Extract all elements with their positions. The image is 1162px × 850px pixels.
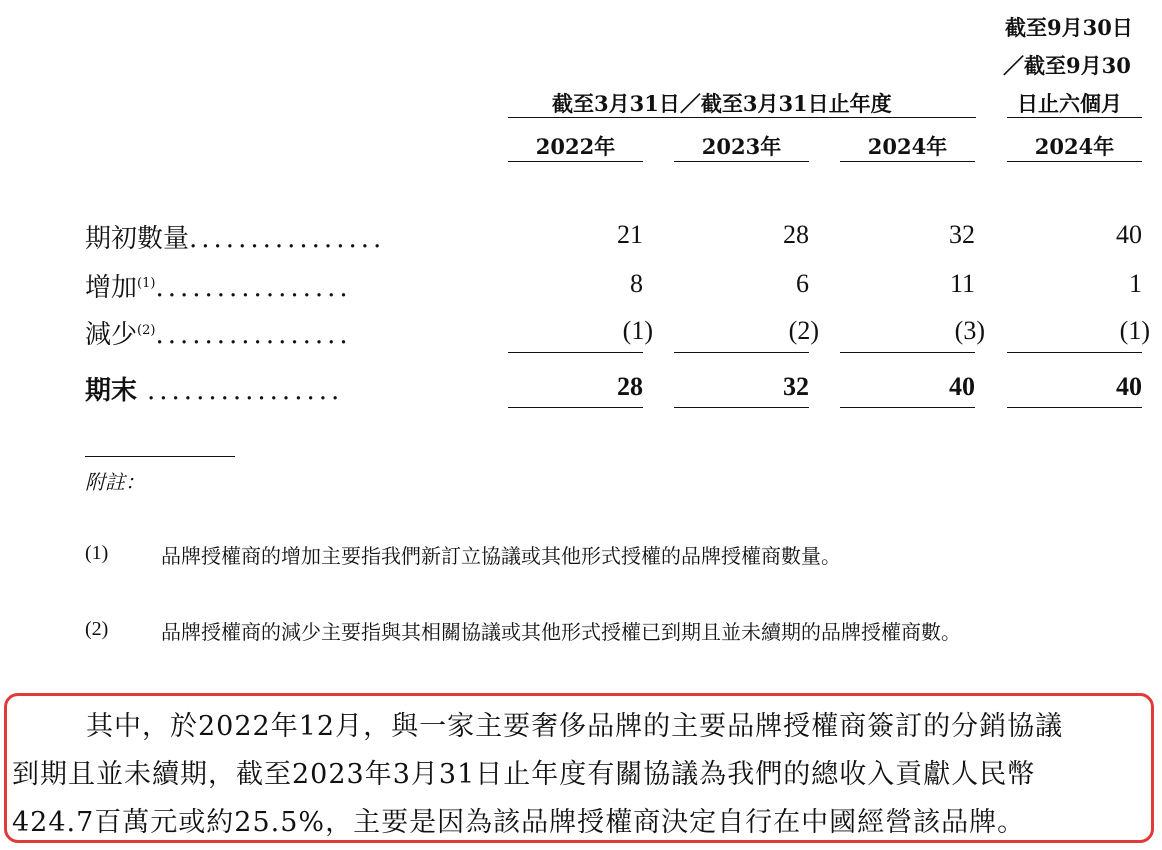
cell-closing-2024-sep: 40 bbox=[1116, 372, 1142, 401]
cell-reductions-2024-sep: (1) bbox=[1119, 316, 1150, 345]
year-header-col1: 2022年 bbox=[535, 134, 616, 159]
cell-reductions-2023: (2) bbox=[788, 316, 819, 345]
paragraph-line-1: 其中，於2022年12月，與一家主要奢侈品牌的主要品牌授權商簽訂的分銷協議 bbox=[86, 711, 1064, 742]
cell-opening-2024-sep: 40 bbox=[1116, 220, 1142, 249]
year-rule-col3 bbox=[840, 161, 975, 162]
note-item-2 bbox=[85, 618, 108, 641]
total-rule-col4 bbox=[1007, 407, 1142, 408]
cell-closing-2024: 40 bbox=[949, 372, 975, 401]
cell-closing-2023: 32 bbox=[783, 372, 809, 401]
subtotal-rule-col1 bbox=[508, 352, 643, 353]
notes-separator bbox=[85, 456, 235, 457]
cell-additions-2022: 8 bbox=[630, 269, 643, 298]
header-six-month-rule bbox=[1007, 117, 1142, 118]
row-label-closing bbox=[85, 370, 343, 407]
cell-reductions-2022: (1) bbox=[622, 316, 653, 345]
header-six-month-line3: 日止六個月 bbox=[1017, 91, 1122, 116]
row-label-text: 期末 bbox=[85, 376, 138, 406]
cell-reductions-2024: (3) bbox=[954, 316, 985, 345]
leader-dots: ................ bbox=[189, 224, 386, 254]
header-group-rule bbox=[508, 117, 976, 118]
subtotal-rule-col3 bbox=[840, 352, 975, 353]
header-six-month-line2: ／截至9月30 bbox=[1003, 53, 1131, 78]
row-label-opening bbox=[85, 218, 385, 255]
year-rule-col1 bbox=[508, 161, 643, 162]
cell-additions-2023: 6 bbox=[796, 269, 809, 298]
leader-dots: ................ bbox=[155, 273, 352, 303]
header-six-month-line1: 截至9月30日 bbox=[1005, 15, 1133, 40]
cell-additions-2024: 11 bbox=[949, 269, 975, 298]
total-rule-col3 bbox=[840, 407, 975, 408]
subtotal-rule-col4 bbox=[1007, 352, 1142, 353]
note-item-1 bbox=[85, 542, 108, 565]
leader-dots: ................ bbox=[147, 376, 344, 406]
row-label-text: 增加 bbox=[85, 273, 138, 303]
row-label-text: 減少 bbox=[85, 320, 138, 350]
cell-additions-2024-sep: 1 bbox=[1129, 269, 1142, 298]
cell-opening-2023: 28 bbox=[783, 220, 809, 249]
footnote-ref-1: (1) bbox=[137, 276, 156, 291]
footnote-ref-2: (2) bbox=[137, 323, 156, 338]
year-header-col4: 2024年 bbox=[1034, 134, 1115, 159]
header-period-group: 截至3月31日／截至3月31日止年度 bbox=[552, 91, 892, 116]
total-rule-col2 bbox=[674, 407, 809, 408]
row-label-text: 期初數量 bbox=[85, 224, 190, 254]
paragraph-line-3: 424.7百萬元或約25.5%，主要是因為該品牌授權商決定自行在中國經營該品牌。 bbox=[12, 807, 1026, 838]
note-mark-2: (2) bbox=[85, 618, 109, 640]
row-label-reductions bbox=[85, 314, 352, 351]
row-label-additions bbox=[85, 267, 352, 304]
year-rule-col4 bbox=[1007, 161, 1142, 162]
year-header-col2: 2023年 bbox=[701, 134, 782, 159]
total-rule-col1 bbox=[508, 407, 643, 408]
note-text-1: 品牌授權商的增加主要指我們新訂立協議或其他形式授權的品牌授權商數量。 bbox=[161, 544, 841, 568]
year-rule-col2 bbox=[674, 161, 809, 162]
year-header-col3: 2024年 bbox=[867, 134, 948, 159]
note-mark-1: (1) bbox=[85, 542, 109, 564]
cell-closing-2022: 28 bbox=[617, 372, 643, 401]
leader-dots: ................ bbox=[155, 320, 352, 350]
cell-opening-2022: 21 bbox=[617, 220, 643, 249]
note-text-2: 品牌授權商的減少主要指與其相關協議或其他形式授權已到期且並未續期的品牌授權商數。 bbox=[161, 620, 961, 644]
notes-title: 附註： bbox=[85, 470, 145, 494]
subtotal-rule-col2 bbox=[674, 352, 809, 353]
paragraph-line-2: 到期且並未續期，截至2023年3月31日止年度有關協議為我們的總收入貢獻人民幣 bbox=[12, 759, 1036, 790]
cell-opening-2024: 32 bbox=[949, 220, 975, 249]
